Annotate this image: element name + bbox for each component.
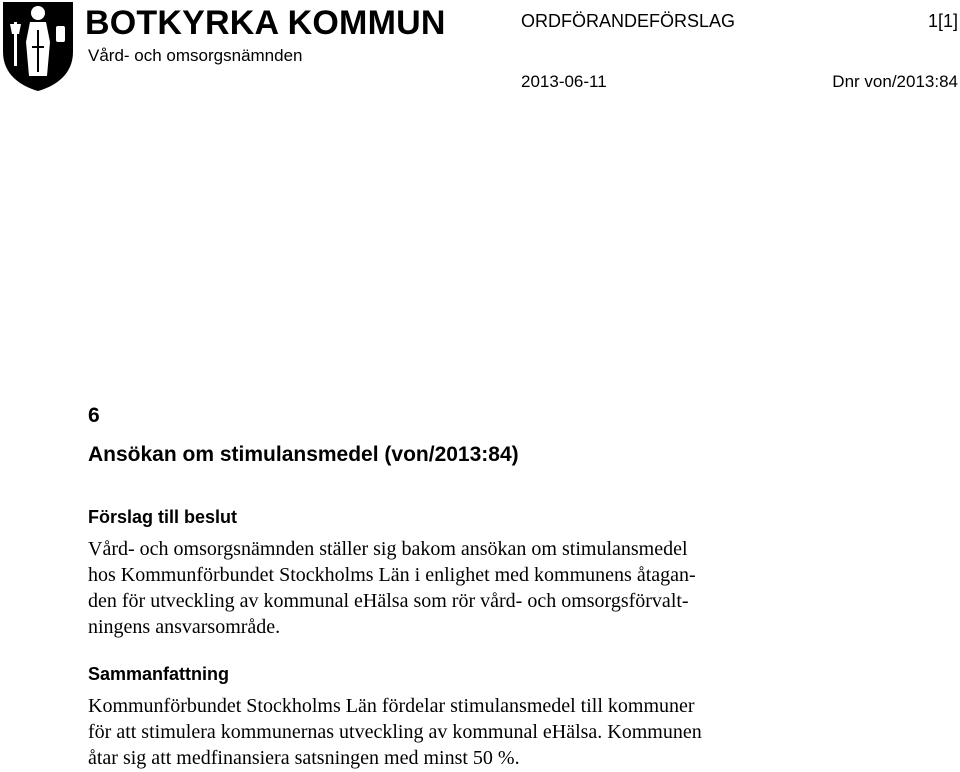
summary-line: Kommunförbundet Stockholms Län fördelar stimulansmedel till kommuner [88,695,695,717]
item-number: 6 [88,404,100,427]
proposal-line: ningens ansvarsområde. [88,616,281,638]
proposal-line: Vård- och omsorgsnämnden ställer sig bakom ansökan om stimulansmedel [88,538,688,560]
committee-name: Vård- och omsorgsnämnden [88,46,303,65]
organization-name: BOTKYRKA KOMMUN [85,4,446,42]
document-type: ORDFÖRANDEFÖRSLAG [521,11,736,31]
document-date: 2013-06-11 [521,72,607,91]
proposal-line: den för utveckling av kommunal eHälsa som rör vård- och omsorgsförvalt- [88,590,689,612]
document-reference: Dnr von/2013:84 [832,72,958,91]
proposal-paragraph [88,536,828,640]
page-number: 1[1] [927,11,958,31]
summary-heading: Sammanfattning [88,664,230,684]
proposal-heading: Förslag till beslut [88,507,238,527]
summary-line: åtar sig att medfinansiera satsningen med minst 50 %. [88,747,520,769]
item-title: Ansökan om stimulansmedel (von/2013:84) [88,443,519,466]
proposal-line: hos Kommunförbundet Stockholms Län i enlighet med kommunens åtagan- [88,564,696,586]
coat-of-arms-icon [0,0,76,92]
summary-paragraph [88,693,828,771]
summary-line: för att stimulera kommunernas utveckling av kommunal eHälsa. Kommunen [88,721,702,743]
